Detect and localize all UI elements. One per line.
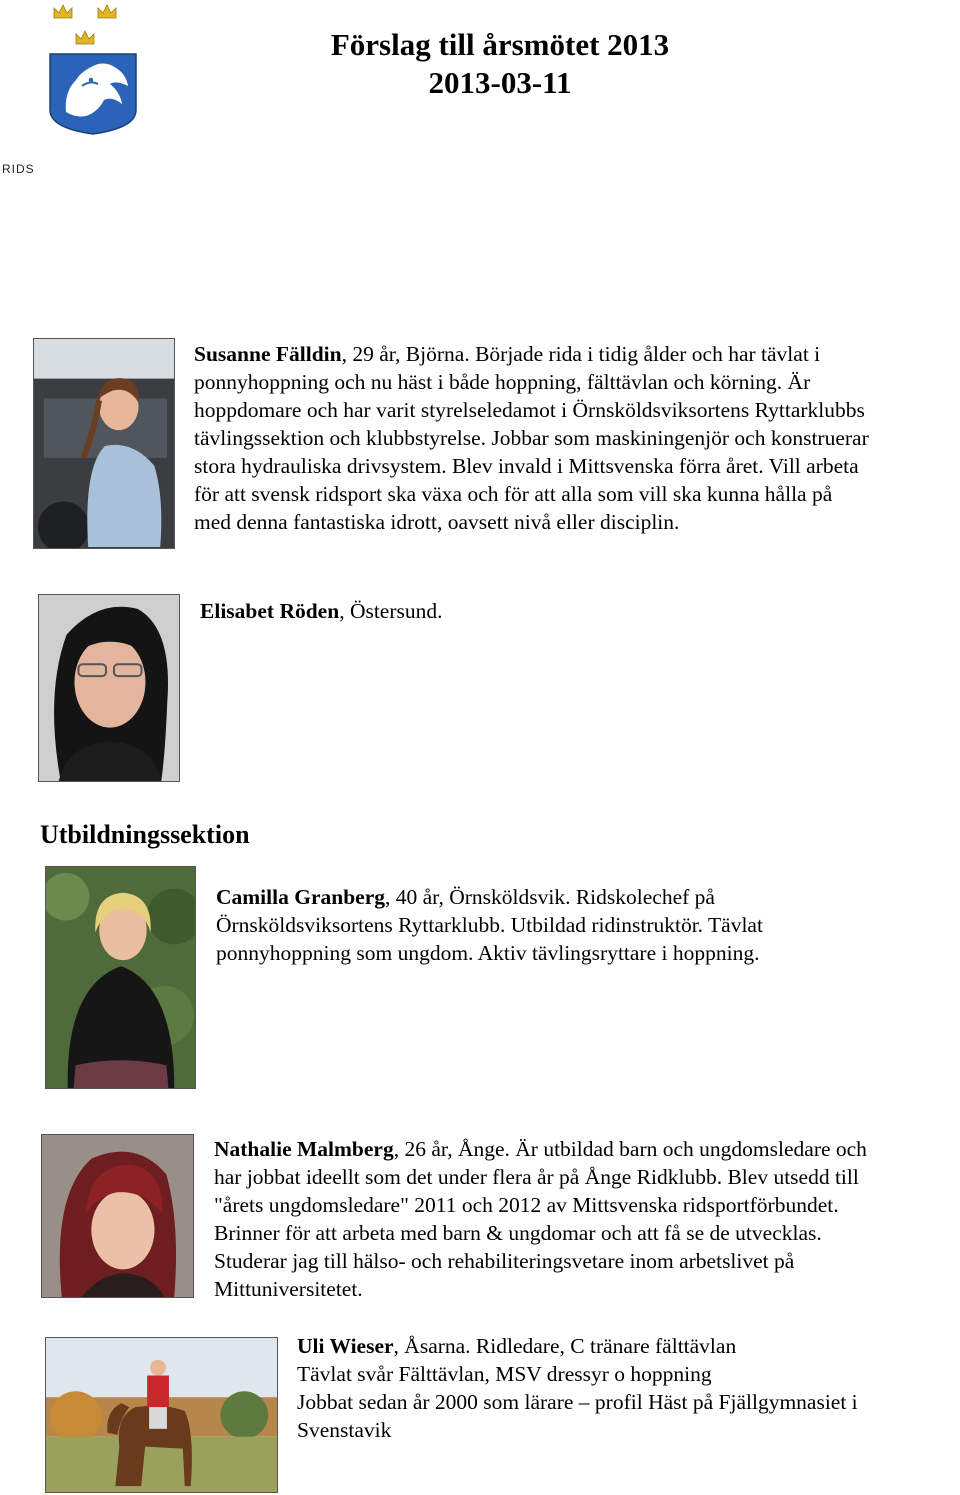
bio-line: för att svensk ridsport ska växa och för att alla som vill ska kunna hålla på (194, 482, 833, 506)
federation-logo (0, 0, 150, 180)
member-bio-nathalie (214, 1135, 958, 1303)
bio-line: Studerar jag till hälso- och rehabiliteringsvetare inom arbetslivet på (214, 1249, 795, 1273)
logo-caption: RIDS (2, 162, 35, 176)
bio-line: Örnsköldsviksortens Ryttarklubb. Utbildad ridinstruktör. Tävlat (216, 913, 763, 937)
section-heading: Utbildningssektion (40, 820, 250, 849)
member-details: , 26 år, Ånge. Är utbildad barn och ungdomsledare och (393, 1137, 867, 1161)
member-details: , Åsarna. Ridledare, C tränare fälttävlan (393, 1334, 737, 1358)
bio-line: ponnyhoppning som ungdom. Aktiv tävlingsryttare i hoppning. (216, 941, 760, 965)
bio-line: ponnyhoppning och nu häst i både hoppning, fälttävlan och körning. Är (194, 370, 811, 394)
member-bio-elisabet (200, 597, 900, 625)
bio-line: Jobbat sedan år 2000 som lärare – profil Häst på Fjällgymnasiet i (297, 1390, 858, 1414)
member-name: Camilla Granberg (216, 885, 385, 909)
member-name: Nathalie Malmberg (214, 1137, 394, 1161)
member-details: , 40 år, Örnsköldsvik. Ridskolechef på (385, 885, 715, 909)
member-bio-camilla (216, 883, 916, 967)
member-details: , 29 år, Björna. Började rida i tidig ålder och har tävlat i (341, 342, 821, 366)
bio-line: stora hydrauliska drivsystem. Blev invald i Mittsvenska förra året. Vill arbeta (194, 454, 859, 478)
member-photo-susanne (33, 338, 175, 549)
bio-line: har jobbat ideellt som det under flera år på Ånge Ridklubb. Blev utsedd till (214, 1165, 859, 1189)
bio-line: Mittuniversitetet. (214, 1277, 363, 1301)
member-photo-nathalie (41, 1134, 194, 1298)
document-title-block (240, 26, 760, 102)
bio-line: med denna fantastiska idrott, oavsett nivå eller disciplin. (194, 510, 680, 534)
document-title: Förslag till årsmötet 2013 (330, 27, 670, 62)
member-photo-camilla (45, 866, 196, 1089)
bio-line: hoppdomare och har varit styrelseledamot i Örnsköldsviksortens Ryttarklubbs (194, 398, 865, 422)
member-name: Susanne Fälldin (194, 342, 342, 366)
bio-line: Tävlat svår Fälttävlan, MSV dressyr o hoppning (297, 1362, 712, 1386)
member-photo-elisabet (38, 594, 180, 782)
horse-crest-icon (46, 0, 142, 135)
member-name: Uli Wieser (297, 1334, 394, 1358)
document-date: 2013-03-11 (428, 65, 572, 100)
bio-line: "årets ungdomsledare" 2011 och 2012 av Mittsvenska ridsportförbundet. (214, 1193, 839, 1217)
member-name: Elisabet Röden (200, 599, 340, 623)
bio-line: Svenstavik (297, 1418, 392, 1442)
member-photo-uli (45, 1337, 278, 1493)
member-details: , Östersund. (339, 599, 443, 623)
member-bio-uli (297, 1332, 957, 1444)
bio-line: Brinner för att arbeta med barn & ungdomar och att få se de utvecklas. (214, 1221, 822, 1245)
bio-line: tävlingssektion och klubbstyrelse. Jobbar som maskiningenjör och konstruerar (194, 426, 869, 450)
member-bio-susanne (194, 340, 954, 536)
